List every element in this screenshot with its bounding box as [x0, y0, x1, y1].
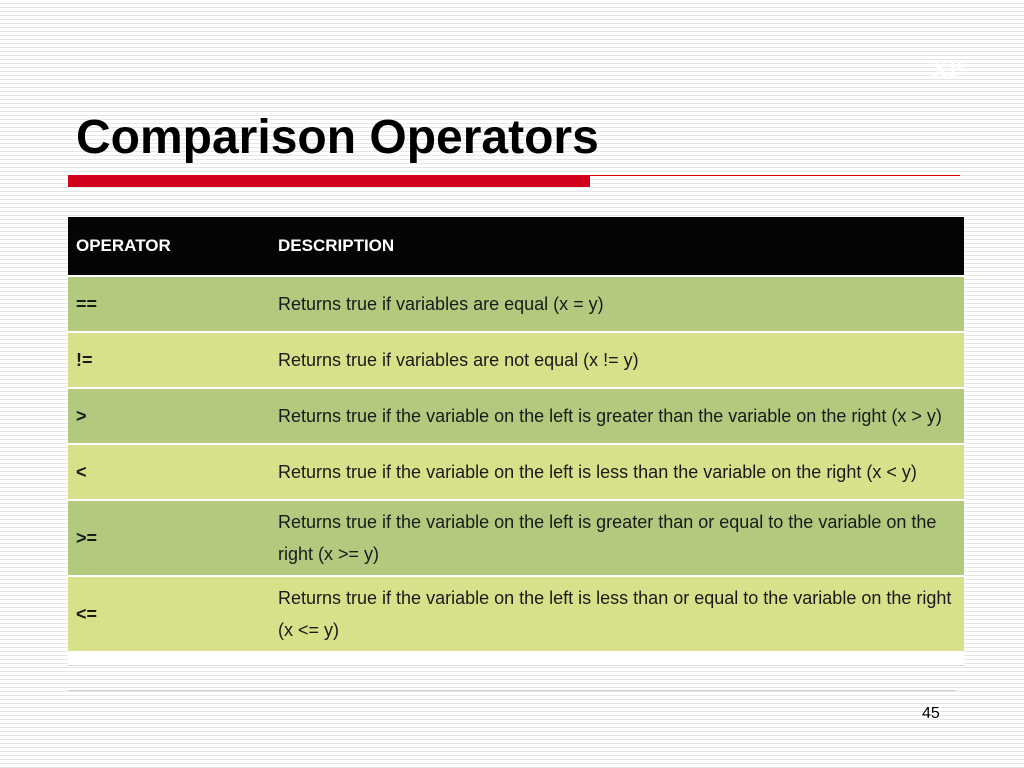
title-underline-accent [68, 175, 590, 187]
description-cell: Returns true if variables are equal (x = y) [270, 276, 964, 332]
operator-cell: < [68, 444, 270, 500]
operator-cell: > [68, 388, 270, 444]
table-header-row [68, 217, 964, 276]
slide-title: Comparison Operators [76, 111, 599, 164]
table-row [68, 444, 964, 500]
description-cell: Returns true if the variable on the left is greater than or equal to the variable on the right (x >= y) [270, 500, 964, 576]
operator-cell: <= [68, 576, 270, 651]
operator-table-image [68, 217, 964, 666]
operator-cell: == [68, 276, 270, 332]
xp-logo-mark: XP [932, 56, 964, 81]
description-cell: Returns true if variables are not equal (x != y) [270, 332, 964, 388]
operator-cell: >= [68, 500, 270, 576]
comparison-operators-table [68, 217, 964, 651]
table-row [68, 388, 964, 444]
table-row [68, 276, 964, 332]
table-row [68, 576, 964, 651]
table-row [68, 500, 964, 576]
header-description: DESCRIPTION [270, 217, 964, 276]
slide-page-number: 45 [922, 705, 940, 722]
footer-divider [68, 690, 956, 691]
table-row [68, 332, 964, 388]
description-cell: Returns true if the variable on the left is greater than the variable on the right (x > y) [270, 388, 964, 444]
description-cell: Returns true if the variable on the left is less than or equal to the variable on the right (x <= y) [270, 576, 964, 651]
operator-cell: != [68, 332, 270, 388]
description-cell: Returns true if the variable on the left is less than the variable on the right (x < y) [270, 444, 964, 500]
header-operator: OPERATOR [68, 217, 270, 276]
